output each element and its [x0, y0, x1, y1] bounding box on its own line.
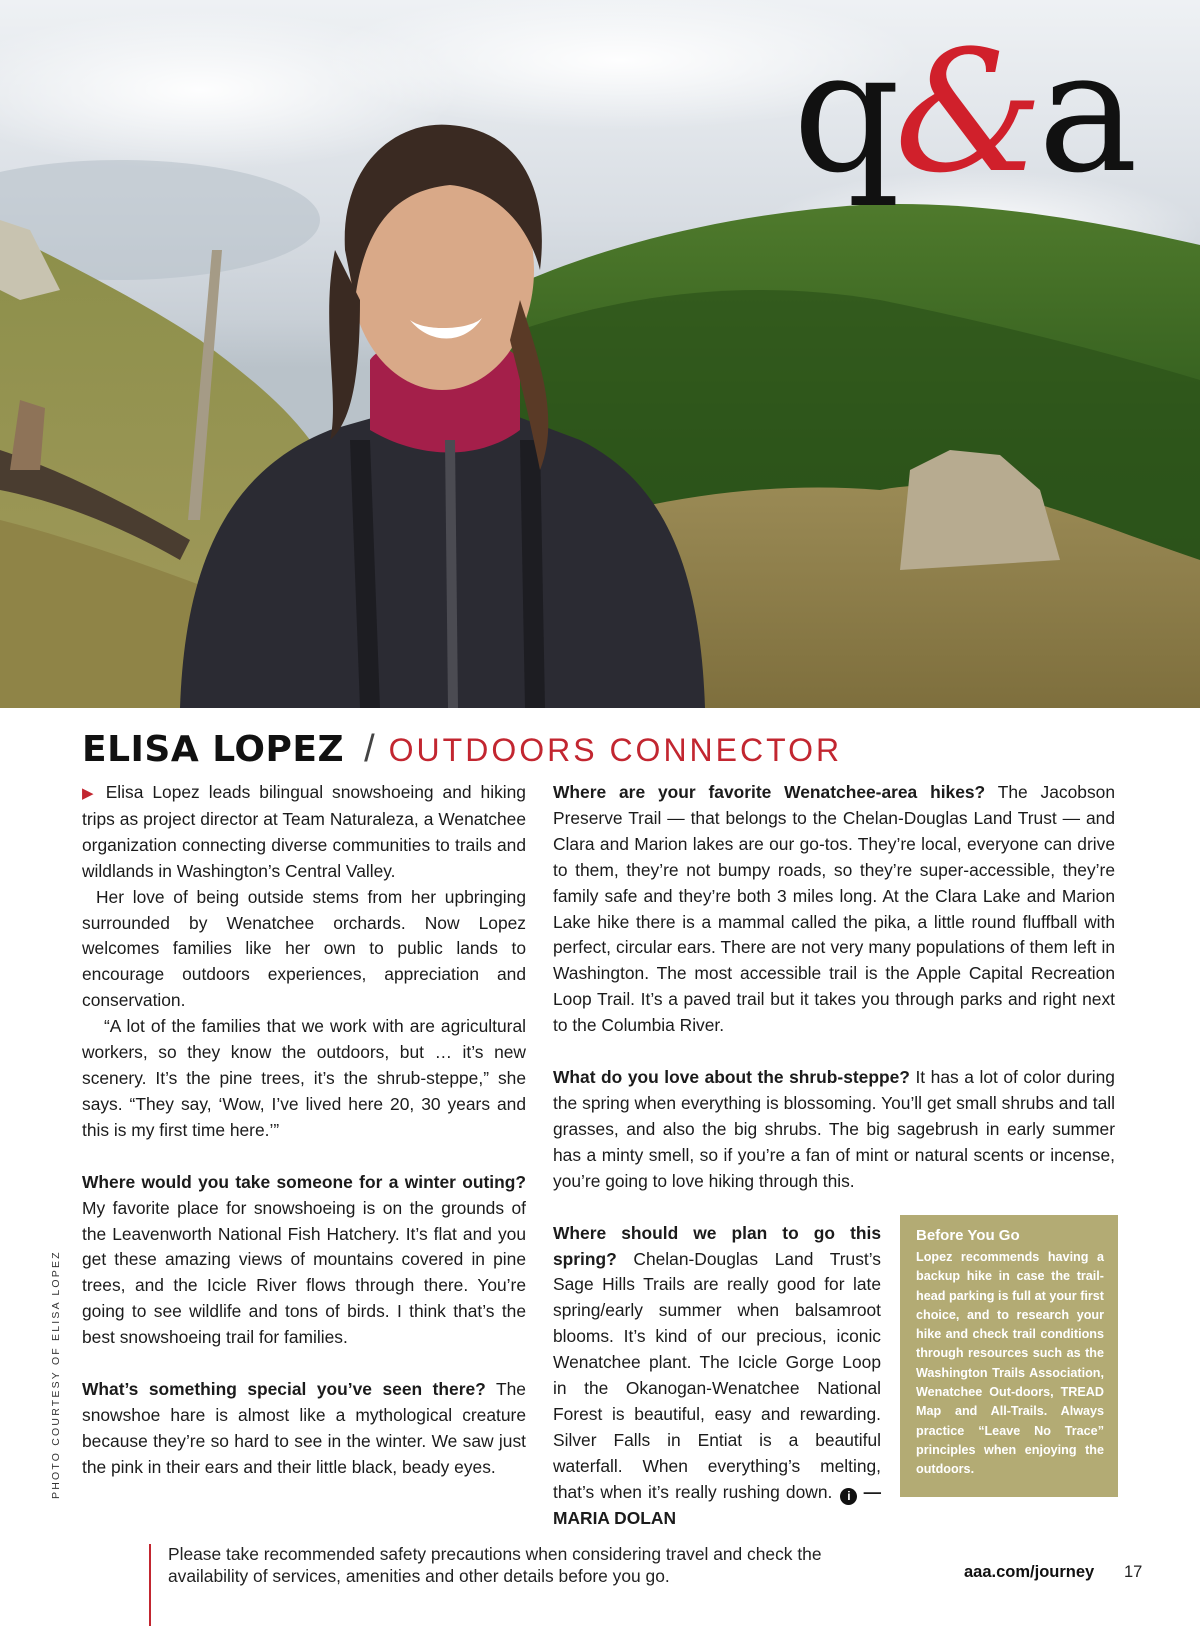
answer: The snowshoe hare is almost like a mythological creature because they’re so hard to see in the winter. We saw just the pink in their ears and their little black, beady eyes.: [82, 1379, 526, 1477]
photo-credit: PHOTO COURTESY OF ELISA LOPEZ: [50, 1250, 62, 1499]
footer-divider: [149, 1544, 151, 1626]
quote-paragraph: “A lot of the families that we work with are agricultural workers, so they know the outdoors, but … it’s new scenery. It’s the pine trees, it’s the shrub-steppe,” she says. “They say, ‘Wow, I’ve lived here 20, 30 years and this is my first time here.’”: [82, 1016, 526, 1140]
answer: The Jacobson Preserve Trail — that belongs to the Chelan-Douglas Land Trust — and Clara and Marion lakes are our go-tos. They’re local, everyone can drive to them, they’re not bumpy roads, so they’re super-accessible, they’re family safe and they’re both 3 miles long. At the Clara Lake and Marion Lake hike there is a mammal called the pika, a little round fluffball with perfect, circular ears. There are not very many populations of them left in Washington. The most accessible trail is the Apple Capital Recreation Loop Trail. It’s a paved trail but it takes you through parks and right next to the Columbia River.: [553, 782, 1115, 1036]
qa-logo-a: a: [1037, 14, 1132, 210]
article-column-left: [82, 780, 526, 1481]
info-icon: i: [840, 1488, 857, 1505]
qa-logo-ampersand: &: [894, 14, 1038, 210]
body-paragraph: Her love of being outside stems from her upbringing surrounded by Wenatchee orchards. Now Lopez welcomes families like her own to public lands to encourage outdoors experiences, appreciation and conservation.: [82, 886, 526, 1011]
qa-item-favorite-hikes: [553, 780, 1115, 1039]
question: Where are your favorite Wenatchee-area hikes?: [553, 782, 986, 802]
safety-note: Please take recommended safety precautions when considering travel and check the availability of services, amenities and other details before you go.: [168, 1544, 822, 1586]
website-link[interactable]: aaa.com/journey: [964, 1563, 1095, 1581]
before-you-go-sidebar: [900, 1215, 1118, 1497]
qa-logo-q: q: [792, 14, 895, 210]
sidebar-body: Lopez recommends having a backup hike in case the trail-head parking is full at your first choice, and to research your hike and check trail conditions through resources such as the Washington Trails Association, Wenatchee Out-doors, TREAD Map and All-Trails. Always practice “Leave No Trace” principles when enjoying the outdoors.: [916, 1250, 1104, 1477]
intro-paragraph: [82, 780, 526, 885]
qa-logo: [792, 14, 1132, 210]
person-role: OUTDOORS CONNECTOR: [388, 732, 843, 768]
sidebar-title: Before You Go: [916, 1227, 1020, 1244]
answer: Chelan-Douglas Land Trust’s Sage Hills Trails are really good for late spring/early summer when balsamroot blooms. It’s kind of our precious, iconic Wenatchee plant. The Icicle Gorge Loop in the Okanogan-Wenatchee National Forest is beautiful, easy and rewarding. Silver Falls in Entiat is a beautiful waterfall. When everything’s melting, that’s when it’s really rushing down.: [553, 1248, 881, 1502]
qa-item-shrub-steppe: [553, 1065, 1115, 1195]
triangle-bullet-icon: ▶: [82, 785, 98, 802]
intro-text: Elisa Lopez leads bilingual snowshoeing and hiking trips as project director at Team Naturaleza, a Wenatchee organization connecting diverse communities to trails and wildlands in Washington’s Central Valley.: [82, 782, 526, 881]
answer: It has a lot of color during the spring when everything is blossoming. You’ll get small shrubs and tall grasses, and also the big shrubs. The big sagebrush in early summer has a minty smell, so if you’re a fan of mint or natural scents or incense, you’re going to love hiking through this.: [553, 1067, 1115, 1191]
question: Where should we plan to go this spring?: [553, 1222, 881, 1269]
qa-item-something-special: [82, 1377, 526, 1481]
hero-photo: [0, 0, 1200, 708]
qa-item-winter-outing: [82, 1170, 526, 1351]
headline-separator: /: [364, 728, 375, 770]
author-byline: — MARIA DOLAN: [553, 1481, 881, 1528]
person-name: ELISA LOPEZ: [82, 729, 345, 770]
page-number: 17: [1124, 1563, 1143, 1581]
answer: My favorite place for snowshoeing is on the grounds of the Leavenworth National Fish Hatchery. It’s flat and you get these amazing views of mountains covered in pine trees, and the Icicle River flows through there. You’re going to see wildlife and tons of birds. I think that’s the best snowshoeing trail for families.: [82, 1197, 526, 1348]
question: What do you love about the shrub-steppe?: [553, 1067, 910, 1088]
article-headline: [82, 728, 842, 778]
question: Where would you take someone for a winter outing?: [82, 1171, 526, 1192]
question: What’s something special you’ve seen there?: [82, 1379, 486, 1400]
qa-item-spring: [553, 1221, 881, 1532]
